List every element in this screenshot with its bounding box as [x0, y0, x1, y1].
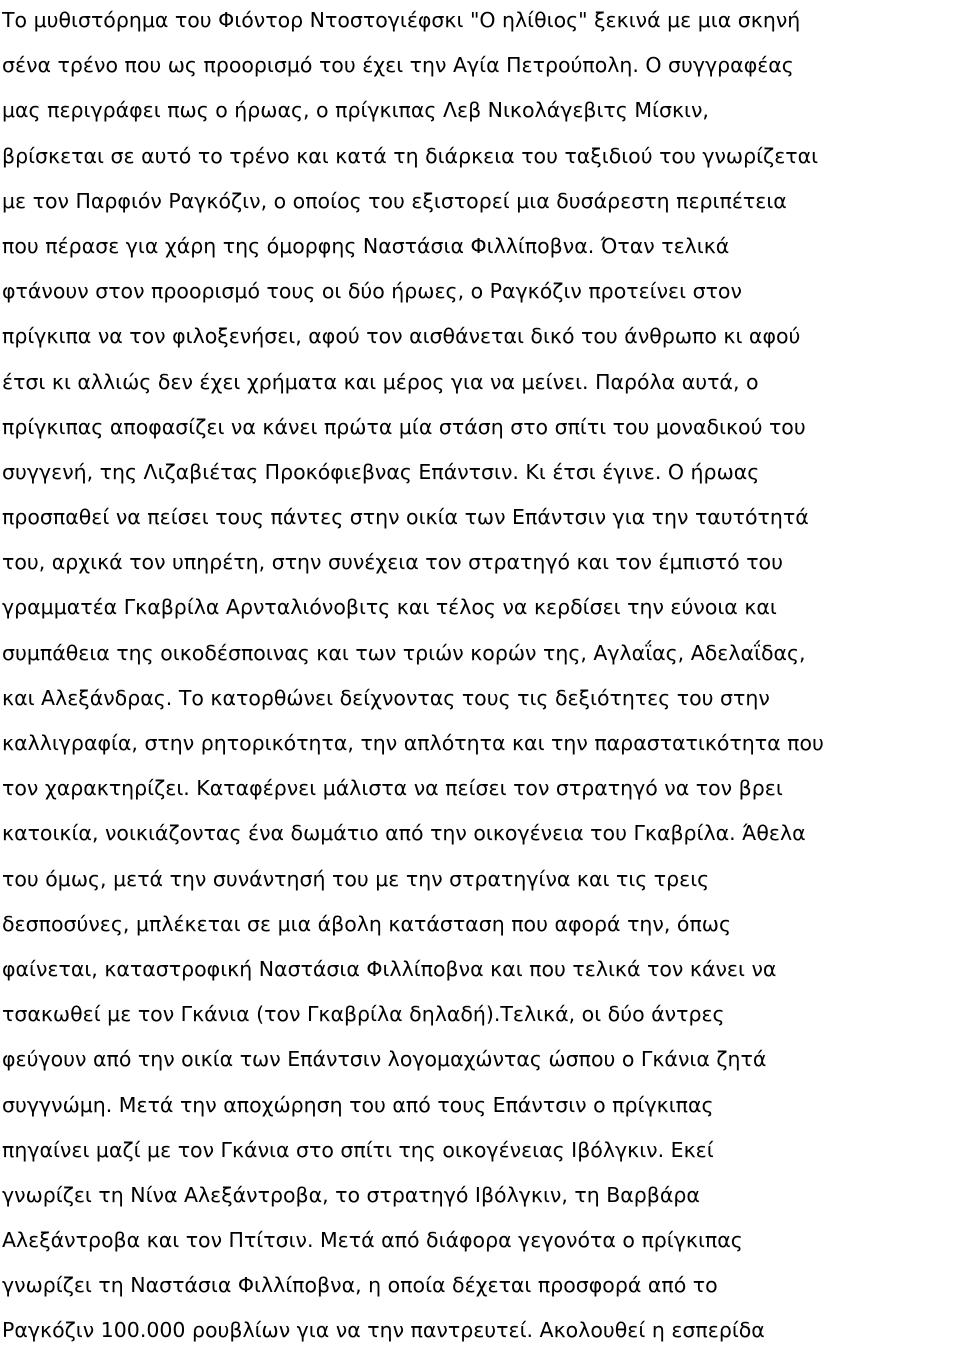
text-line: μας περιγράφει πως ο ήρωας, ο πρίγκιπας Λεβ Νικολάγεβιτς Μίσκιν, [2, 98, 709, 123]
text-line: του όμως, μετά την συνάντησή του με την στρατηγίνα και τις τρεις [2, 866, 710, 891]
text-line: φτάνουν στον προορισμό τους οι δύο ήρωες, ο Ραγκόζιν προτείνει στον [2, 279, 742, 304]
text-line: συμπάθεια της οικοδέσποινας και των τριών κορών της, Αγλαΐας, Αδελαΐδας, [2, 640, 806, 665]
text-line: δεσποσύνες, μπλέκεται σε μια άβολη κατάσταση που αφορά την, όπως [2, 911, 731, 936]
text-line: και Αλεξάνδρας. Το κατορθώνει δείχνοντας τους τις δεξιότητες του στην [2, 685, 770, 710]
text-line: σένα τρένο που ως προορισμό του έχει την Αγία Πετρούπολη. Ο συγγραφέας [2, 53, 794, 78]
text-line: γραμματέα Γκαβρίλα Αρνταλιόνοβιτς και τέλος να κερδίσει την εύνοια και [2, 595, 777, 620]
text-line: πρίγκιπα να τον φιλοξενήσει, αφού τον αισθάνεται δικό του άνθρωπο κι αφού [2, 324, 801, 349]
text-line: τον χαρακτηρίζει. Καταφέρνει μάλιστα να πείσει τον στρατηγό να τον βρει [2, 776, 783, 801]
text-line: βρίσκεται σε αυτό το τρένο και κατά τη διάρκεια του ταξιδιού του γνωρίζεται [2, 143, 819, 168]
text-line: τσακωθεί με τον Γκάνια (τον Γκαβρίλα δηλαδή).Τελικά, οι δύο άντρες [2, 1002, 725, 1027]
text-line: γνωρίζει τη Νίνα Αλεξάντροβα, το στρατηγό Ιβόλγκιν, τη Βαρβάρα [2, 1182, 700, 1207]
text-line: έτσι κι αλλιώς δεν έχει χρήματα και μέρος για να μείνει. Παρόλα αυτά, ο [2, 369, 759, 394]
text-line: γνωρίζει τη Ναστάσια Φιλλίποβνα, η οποία δέχεται προσφορά από το [2, 1273, 718, 1298]
text-line: φαίνεται, καταστροφική Ναστάσια Φιλλίποβνα και που τελικά τον κάνει να [2, 956, 777, 981]
text-line: συγγνώμη. Μετά την αποχώρηση του από τους Επάντσιν ο πρίγκιπας [2, 1092, 714, 1117]
text-line: φεύγουν από την οικία των Επάντσιν λογομαχώντας ώσπου ο Γκάνια ζητά [2, 1047, 767, 1072]
text-line: Αλεξάντροβα και τον Πτίτσιν. Μετά από διάφορα γεγονότα ο πρίγκιπας [2, 1228, 743, 1253]
text-line: Ραγκόζιν 100.000 ρουβλίων για να την παντρευτεί. Ακολουθεί η εσπερίδα [2, 1318, 765, 1343]
text-line: πηγαίνει μαζί με τον Γκάνια στο σπίτι της οικογένειας Ιβόλγκιν. Εκεί [2, 1137, 714, 1162]
text-line: προσπαθεί να πείσει τους πάντες στην οικία των Επάντσιν για την ταυτότητά [2, 505, 809, 530]
text-line: συγγενή, της Λιζαβιέτας Προκόφιεβνας Επάντσιν. Κι έτσι έγινε. Ο ήρωας [2, 459, 760, 484]
text-line: πρίγκιπας αποφασίζει να κάνει πρώτα μία στάση στο σπίτι του μοναδικού του [2, 414, 806, 439]
text-line: καλλιγραφία, στην ρητορικότητα, την απλότητα και την παραστατικότητα που [2, 731, 824, 755]
text-line: με τον Παρφιόν Ραγκόζιν, ο οποίος του εξιστορεί μια δυσάρεστη περιπέτεια [2, 188, 787, 213]
text-line: Το μυθιστόρημα του Φιόντορ Ντοστογιέφσκι "Ο ηλίθιος" ξεκινά με μια σκηνή [2, 8, 801, 32]
text-line: κατοικία, νοικιάζοντας ένα δωμάτιο από την οικογένεια του Γκαβρίλα. Άθελα [2, 821, 806, 846]
text-line: του, αρχικά τον υπηρέτη, στην συνέχεια τον στρατηγό και τον έμπιστό του [2, 550, 783, 575]
text-line: που πέρασε για χάρη της όμορφης Ναστάσια Φιλλίποβνα. Όταν τελικά [2, 233, 730, 258]
